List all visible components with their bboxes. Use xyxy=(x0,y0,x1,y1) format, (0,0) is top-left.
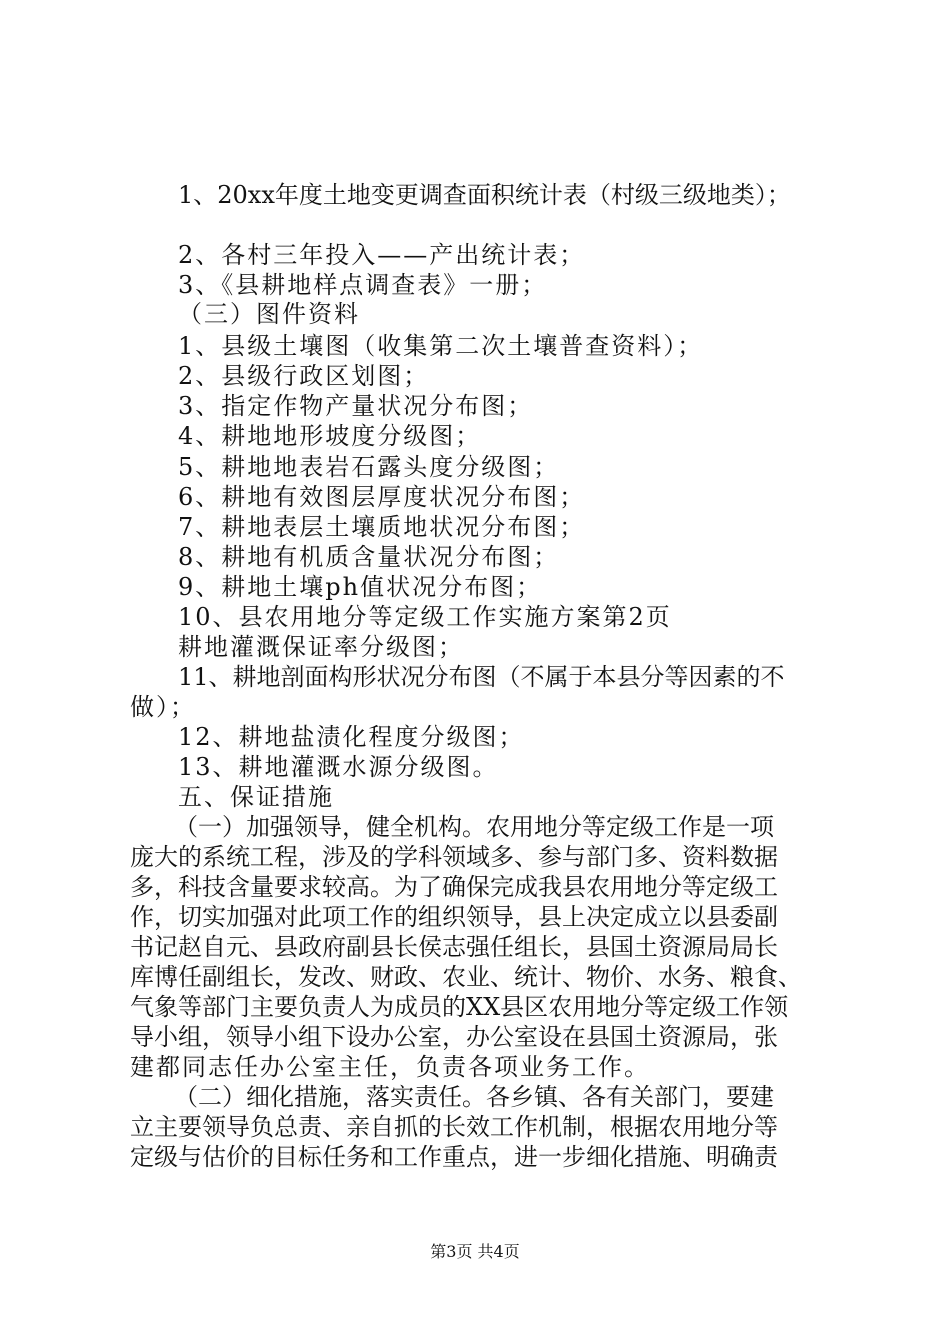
paragraph-line: 定级与估价的目标任务和工作重点，进一步细化措施、明确责 xyxy=(130,1143,778,1171)
paragraph-line: 建都同志任办公室主任，负责各项业务工作。 xyxy=(130,1053,650,1081)
paragraph-line: （一）加强领导，健全机构。农用地分等定级工作是一项 xyxy=(174,813,774,841)
text-line: 1、20xx年度土地变更调查面积统计表（村级三级地类）； xyxy=(178,181,791,209)
text-line: 2、各村三年投入——产出统计表； xyxy=(178,241,586,269)
paragraph-line: 作，切实加强对此项工作的组织领导，县上决定成立以县委副 xyxy=(130,903,778,931)
text-line: 做）； xyxy=(130,693,196,721)
paragraph-line: 气象等部门主要负责人为成员的XX县区农用地分等定级工作领 xyxy=(130,993,789,1021)
text-line: 7、耕地表层土壤质地状况分布图； xyxy=(178,513,586,541)
text-line: 5、耕地地表岩石露头度分级图； xyxy=(178,453,560,481)
paragraph-line: 书记赵自元、县政府副县长侯志强任组长，县国土资源局局长 xyxy=(130,933,778,961)
paragraph-line: （二）细化措施，落实责任。各乡镇、各有关部门，要建 xyxy=(174,1083,774,1111)
paragraph-line: 多，科技含量要求较高。为了确保完成我县农用地分等定级工 xyxy=(130,873,778,901)
text-line: 4、耕地地形坡度分级图； xyxy=(178,422,482,450)
text-line: 耕地灌溉保证率分级图； xyxy=(178,633,464,661)
text-line: 2、县级行政区划图； xyxy=(178,362,430,390)
text-line: 3、指定作物产量状况分布图； xyxy=(178,392,534,420)
text-line: 3、《县耕地样点调查表》一册； xyxy=(178,271,548,299)
text-line: 11、耕地剖面构形状况分布图（不属于本县分等因素的不 xyxy=(178,663,785,691)
text-line: 12、耕地盐渍化程度分级图； xyxy=(178,723,525,751)
paragraph-line: 立主要领导负总责、亲自抓的长效工作机制，根据农用地分等 xyxy=(130,1113,778,1141)
text-line: 13、耕地灌溉水源分级图。 xyxy=(178,753,499,781)
text-line: 10、县农用地分等定级工作实施方案第2页 xyxy=(178,603,672,631)
section-heading: （三）图件资料 xyxy=(178,300,360,328)
text-line: 9、耕地土壤ph值状况分布图； xyxy=(178,573,543,601)
paragraph-line: 庞大的系统工程，涉及的学科领域多、参与部门多、资料数据 xyxy=(130,843,778,871)
text-line: 1、县级土壤图（收集第二次土壤普查资料）； xyxy=(178,332,704,360)
text-line: 8、耕地有机质含量状况分布图； xyxy=(178,543,560,571)
page-footer: 第3页 共4页 xyxy=(430,1242,520,1261)
section-heading: 五、保证措施 xyxy=(178,783,334,811)
paragraph-line: 库博任副组长，发改、财政、农业、统计、物价、水务、粮食、 xyxy=(130,963,802,991)
text-line: 6、耕地有效图层厚度状况分布图； xyxy=(178,483,586,511)
paragraph-line: 导小组，领导小组下设办公室，办公室设在县国土资源局，张 xyxy=(130,1023,778,1051)
